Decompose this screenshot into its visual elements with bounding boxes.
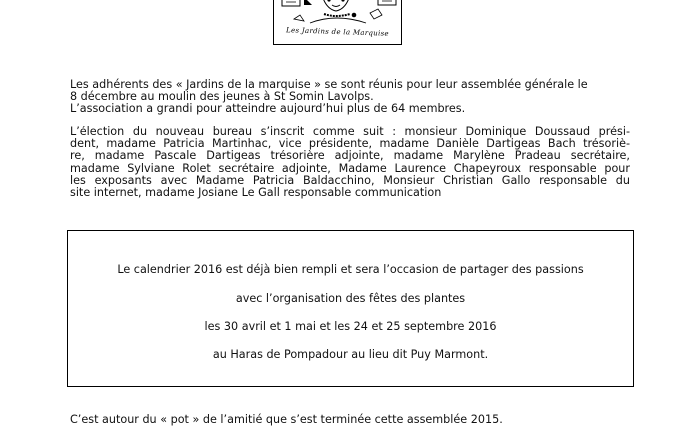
- calendar-line: les 30 avril et 1 mai et les 24 et 25 septembre 2016: [204, 320, 497, 333]
- bureau-line: L’élection du nouveau bureau s’inscrit comme suit : monsieur Dominique Doussaud prési-: [70, 126, 630, 138]
- association-logo: [273, 0, 402, 45]
- calendar-box: [67, 230, 634, 387]
- bureau-paragraph: [70, 126, 630, 199]
- intro-line: Les adhérents des « Jardins de la marquise » se sont réunis pour leur assemblée générale le: [70, 78, 588, 91]
- intro-line: 8 décembre au moulin des jeunes à St Somin Lavolps.: [70, 90, 374, 104]
- calendar-line: avec l’organisation des fêtes des plantes: [235, 292, 466, 305]
- bureau-line: re, madame Pascale Dartigeas trésorière adjointe, madame Marylène Pradeau secrétaire,: [70, 150, 630, 163]
- calendar-line: au Haras de Pompadour au lieu dit Puy Marmont.: [212, 348, 489, 361]
- calendar-line: Le calendrier 2016 est déjà bien rempli et sera l’occasion de partager des passions: [117, 263, 584, 276]
- closing-sentence: C’est autour du « pot » de l’amitié que s’est terminée cette assemblée 2015.: [70, 413, 503, 426]
- bureau-line: site internet, madame Josiane Le Gall responsable communication: [70, 186, 442, 199]
- intro-paragraph: [70, 79, 630, 116]
- bureau-line: les exposants avec Madame Patricia Baldacchino, Monsieur Christian Gallo responsable du: [70, 174, 630, 187]
- bureau-line: dent, madame Patricia Martinhac, vice présidente, madame Danièle Dartigeas Bach trésoriè-: [70, 138, 630, 151]
- intro-line: L’association a grandi pour atteindre aujourd’hui plus de 64 membres.: [70, 102, 466, 116]
- logo-caption: Les Jardins de la Marquise: [285, 26, 390, 38]
- logo-drawing: [274, 0, 402, 45]
- bureau-line: madame Sylviane Rolet secrétaire adjointe, Madame Laurence Chapeyroux responsable pour: [70, 162, 630, 175]
